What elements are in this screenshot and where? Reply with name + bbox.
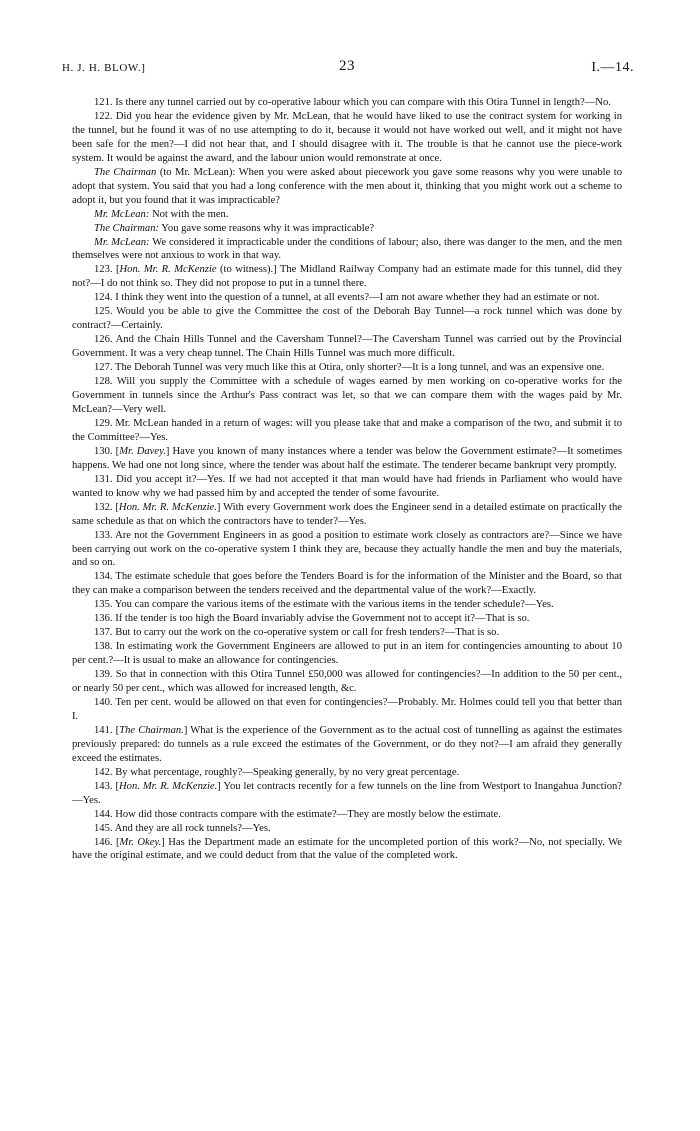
evidence-paragraph	[72, 166, 622, 208]
evidence-paragraph	[72, 361, 622, 375]
paragraph-text: 127. The Deborah Tunnel was very much like this at Otira, only shorter?—It is a long tunnel, and was an expensive one.	[94, 362, 605, 374]
evidence-paragraph	[72, 612, 622, 626]
paragraph-text: 129. Mr. McLean handed in a return of wages: will you please take that and make a comparison of the two, and submit it to the Committee?—Yes.	[72, 417, 622, 443]
evidence-paragraph	[72, 836, 622, 864]
speaker-name: The Chairman	[94, 166, 157, 178]
paragraph-text: 139. So that in connection with this Otira Tunnel £50,000 was allowed for contingencies?—In addition to the 50 per cent., or nearly 50 per cent., which was allowed for increased length, &c.	[72, 669, 622, 695]
evidence-text	[72, 96, 622, 863]
paragraph-text: ] What is the experience of the Government as to the actual cost of tunnelling as against the estimates previously prepared: do tunnels as a rule exceed the estimates of the Government, or do they not?—I am afraid they generally exceed the estimates.	[72, 724, 622, 764]
paragraph-text: 128. Will you supply the Committee with a schedule of wages earned by men working on co-operative works for the Government in tunnels since the Arthur's Pass contract was let, so that we can compare them with the wages paid by Mr. McLean?—Very well.	[72, 376, 622, 415]
evidence-paragraph	[72, 291, 622, 305]
question-number: 146. [	[94, 836, 120, 848]
paragraph-text: (to witness).] The Midland Railway Company had an estimate made for this tunnel, did they not?—I do not think so. They did not propose to put in a tunnel there.	[72, 264, 622, 290]
paragraph-text: ] Has the Department made an estimate for the uncompleted portion of this work?—No, not specially. We have the original estimate, and we could deduct from that the value of the completed work.	[72, 836, 622, 862]
paragraph-text: 145. And they are all rock tunnels?—Yes.	[94, 822, 271, 834]
evidence-paragraph	[72, 208, 622, 222]
paragraph-text: 137. But to carry out the work on the co-operative system or call for fresh tenders?—That is so.	[94, 627, 500, 639]
speaker-name: Mr. McLean:	[94, 208, 150, 220]
evidence-paragraph	[72, 822, 622, 836]
speaker-name: Mr. Davey.	[119, 445, 166, 457]
paragraph-text: You gave some reasons why it was impracticable?	[159, 222, 375, 234]
speaker-name: Hon. Mr. R. McKenzie.	[119, 780, 218, 792]
witness-name: H. J. H. BLOW.]	[62, 62, 146, 74]
paragraph-text: 131. Did you accept it?—Yes. If we had not accepted it that man would have had friends in Parliament who would have wanted to know why we had passed him by and accepted the tender of some favourite.	[72, 473, 622, 499]
evidence-paragraph	[72, 263, 622, 291]
question-number: 132. [	[94, 501, 119, 513]
question-number: 130. [	[94, 445, 120, 457]
paragraph-text: 140. Ten per cent. would be allowed on that even for contingencies?—Probably. Mr. Holmes could tell you that better than I.	[72, 696, 622, 722]
paragraph-text: ] You let contracts recently for a few tunnels on the line from Westport to Inangahua Junction?—Yes.	[72, 780, 622, 806]
evidence-paragraph	[72, 305, 622, 333]
paragraph-text: (to Mr. McLean): When you were asked about piecework you gave some reasons why you were unable to adopt that system. You said that you had a long conference with the men about it, thinking that you might work out a scheme to adopt it, but you found that it was impracticable?	[72, 166, 622, 206]
evidence-paragraph	[72, 110, 622, 166]
speaker-name: Mr. McLean:	[94, 236, 150, 248]
evidence-paragraph	[72, 236, 622, 264]
paragraph-text: ] With every Government work does the Engineer send in a detailed estimate on practically the same schedule as that on which the contractors have to tender?—Yes.	[72, 501, 622, 527]
evidence-paragraph	[72, 598, 622, 612]
evidence-paragraph	[72, 780, 622, 808]
paragraph-text: 138. In estimating work the Government Engineers are allowed to put in an item for contingencies amounting to about 10 per cent.?—It is usual to make an allowance for contingencies.	[72, 641, 622, 667]
evidence-paragraph	[72, 473, 622, 501]
evidence-paragraph	[72, 724, 622, 766]
evidence-paragraph	[72, 333, 622, 361]
evidence-paragraph	[72, 529, 622, 571]
evidence-paragraph	[72, 375, 622, 417]
paragraph-text: 134. The estimate schedule that goes before the Tenders Board is for the information of the Minister and the Board, so that they can make a comparison between the tenders received and the departmental value of the work?—Exactly.	[72, 571, 622, 597]
evidence-paragraph	[72, 570, 622, 598]
page-header	[62, 58, 634, 80]
evidence-paragraph	[72, 501, 622, 529]
paragraph-text: 142. By what percentage, roughly?—Speaking generally, by no very great percentage.	[94, 766, 460, 778]
speaker-name: Mr. Okey.	[119, 836, 162, 848]
question-number: 143. [	[94, 780, 120, 792]
paragraph-text: 125. Would you be able to give the Committee the cost of the Deborah Bay Tunnel—a rock tunnel which was done by contract?—Certainly.	[72, 306, 622, 332]
paragraph-text: 136. If the tender is too high the Board invariably advise the Government not to accept it?—That is so.	[94, 613, 530, 625]
page-number: 23	[339, 58, 355, 74]
evidence-paragraph	[72, 445, 622, 473]
paragraph-text: ] Have you known of many instances where a tender was below the Government estimate?—It sometimes happens. We had one not long since, where the tender was about half the estimate. The tenderer became bankrupt very promptly.	[72, 445, 623, 471]
speaker-name: Hon. Mr. R. McKenzie.	[118, 501, 217, 513]
evidence-paragraph	[72, 626, 622, 640]
paragraph-text: Not with the men.	[149, 208, 229, 220]
evidence-paragraph	[72, 766, 622, 780]
evidence-paragraph	[72, 417, 622, 445]
paragraph-text: 135. You can compare the various items of the estimate with the various items in the tender schedule?—Yes.	[94, 599, 554, 611]
speaker-name: Hon. Mr. R. McKenzie	[119, 264, 217, 276]
paragraph-text: 133. Are not the Government Engineers in as good a position to estimate work closely as contractors are?—Since we have been carrying out work on the co-operative system I think they are, because they actually handle the men and buy the materials, and so on.	[72, 529, 622, 569]
evidence-paragraph	[72, 96, 622, 110]
paragraph-text: 126. And the Chain Hills Tunnel and the Caversham Tunnel?—The Caversham Tunnel was carried out by the Provincial Government. It was a very cheap tunnel. The Chain Hills Tunnel was much more difficult.	[72, 334, 622, 360]
evidence-paragraph	[72, 808, 622, 822]
paragraph-text: We considered it impracticable under the conditions of labour; also, there was danger to the men, and the men themselves were not anxious to work in that way.	[72, 236, 622, 262]
paper-reference: I.—14.	[591, 60, 634, 75]
document-page	[62, 58, 634, 863]
question-number: 141. [	[94, 724, 120, 736]
speaker-name: The Chairman:	[94, 222, 160, 234]
paragraph-text: 124. I think they went into the question of a tunnel, at all events?—I am not aware whether they had an estimate or not.	[94, 292, 600, 304]
paragraph-text: 122. Did you hear the evidence given by Mr. McLean, that he would have liked to use the contract system for working in the tunnel, but he found it was of no use attempting to do it, because it would not have worked out well, and it might not have been safe for the men?—I did not hear that, and I should disagree with it. The trouble is that he cannot use the piece-work system. It would be against the award, and the labour union would remonstrate at once.	[72, 110, 622, 164]
evidence-paragraph	[72, 668, 622, 696]
question-number: 123. [	[94, 264, 120, 276]
speaker-name: The Chairman.	[119, 724, 184, 736]
evidence-paragraph	[72, 222, 622, 236]
paragraph-text: 144. How did those contracts compare with the estimate?—They are mostly below the estimate.	[94, 808, 501, 820]
paragraph-text: 121. Is there any tunnel carried out by co-operative labour which you can compare with this Otira Tunnel in length?—No.	[94, 97, 611, 108]
evidence-paragraph	[72, 640, 622, 668]
evidence-paragraph	[72, 696, 622, 724]
